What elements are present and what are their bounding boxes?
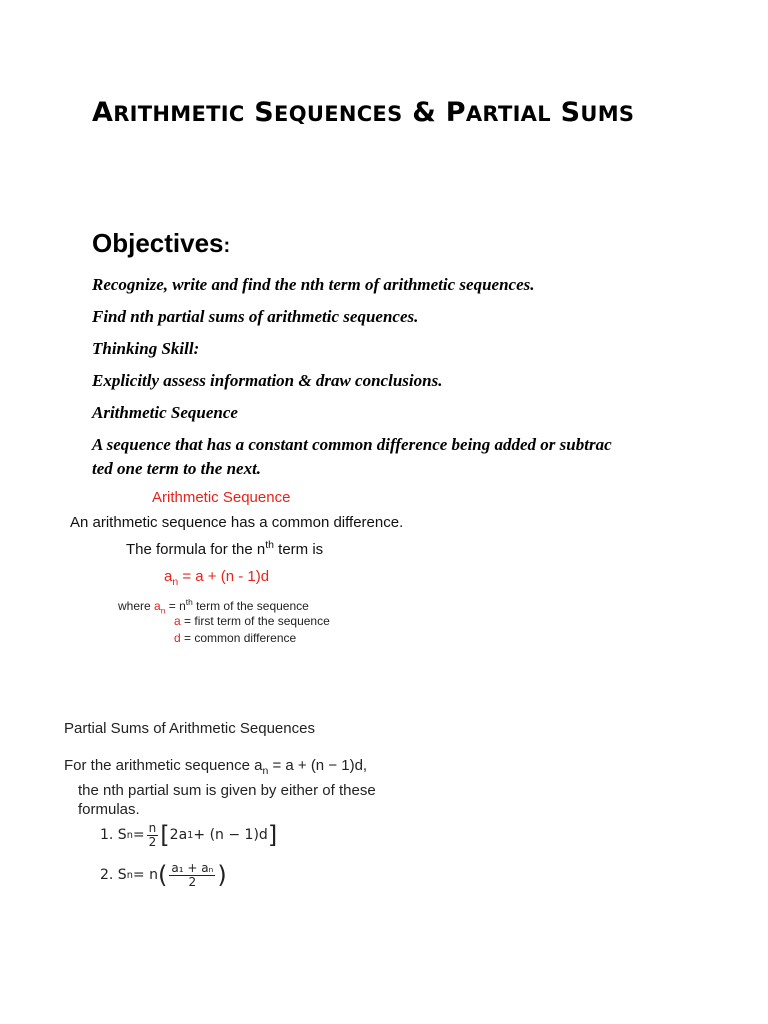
def1-eq: = n bbox=[165, 599, 186, 613]
title-capital: P bbox=[445, 97, 466, 128]
def1-sup: th bbox=[185, 597, 193, 607]
f1-label: 1. S bbox=[100, 827, 127, 843]
figure2-text2: the nth partial sum is given by either of these bbox=[78, 782, 376, 799]
f1-left-bracket: [ bbox=[160, 821, 170, 849]
f1-fraction bbox=[147, 822, 159, 849]
f2-fraction bbox=[169, 862, 215, 889]
figure1-line2-post: term is bbox=[274, 541, 324, 558]
partial-sum-formula-2 bbox=[100, 858, 227, 892]
figure2-text1: For the arithmetic sequence a bbox=[64, 757, 263, 774]
f1-eq: = bbox=[132, 827, 145, 843]
f2-label: 2. S bbox=[100, 867, 127, 883]
figure2-title: Partial Sums of Arithmetic Sequences bbox=[64, 720, 315, 737]
def2-text: = first term of the sequence bbox=[180, 614, 330, 628]
title-capital: S bbox=[254, 97, 275, 128]
thinking-skill-text: Explicitly assess information & draw conclusions. bbox=[92, 371, 443, 390]
objective-line-1: Recognize, write and find the nth term of arithmetic sequences. bbox=[92, 275, 535, 294]
def1-sub: n bbox=[160, 605, 166, 616]
formula-sub: n bbox=[172, 576, 179, 588]
def3-var: d bbox=[174, 631, 181, 645]
page-title bbox=[92, 98, 634, 128]
formula-a: a bbox=[164, 568, 173, 585]
definition-line-b: ted one term to the next. bbox=[92, 459, 262, 478]
f1-den: 2 bbox=[148, 834, 157, 849]
thinking-skill-heading: Thinking Skill: bbox=[92, 339, 200, 358]
definition-a bbox=[174, 614, 330, 628]
arithmetic-sequence-definition bbox=[92, 433, 692, 481]
title-smallcaps: ARTIAL bbox=[465, 102, 551, 126]
formula-rest: = a + (n - 1)d bbox=[178, 568, 270, 585]
f1-body: 2a bbox=[169, 827, 188, 843]
f1-sub: n bbox=[126, 829, 133, 841]
f2-num: a₁ + aₙ bbox=[171, 860, 214, 875]
figure1-line2-pre: The formula for the n bbox=[126, 541, 266, 558]
objective-line-2: Find nth partial sums of arithmetic sequences. bbox=[92, 307, 419, 326]
nth-term-formula bbox=[164, 568, 269, 588]
figure2-text1-sub: n bbox=[262, 765, 269, 777]
figure1-line2-sup: th bbox=[265, 539, 274, 551]
figure1-line2 bbox=[126, 539, 323, 558]
f2-den: 2 bbox=[188, 874, 197, 889]
def1-var: a bbox=[154, 599, 161, 613]
f2-right-paren: ) bbox=[217, 861, 227, 889]
title-capital: S bbox=[560, 97, 581, 128]
figure2-text bbox=[64, 756, 424, 819]
f2-eq: = n bbox=[132, 867, 158, 883]
f2-sub: n bbox=[126, 869, 133, 881]
definition-an bbox=[118, 597, 309, 615]
title-capital: & bbox=[412, 97, 437, 128]
objectives-heading-text: Objectives bbox=[92, 228, 224, 258]
figure2-text1-rest: = a + (n − 1)d, bbox=[268, 757, 368, 774]
def3-text: = common difference bbox=[180, 631, 297, 645]
arithmetic-sequence-figure bbox=[0, 484, 768, 654]
definition-line-a: A sequence that has a constant common difference being added or subtrac bbox=[92, 435, 612, 454]
figure1-line1: An arithmetic sequence has a common difference. bbox=[70, 514, 404, 531]
f1-right-bracket: ] bbox=[267, 821, 278, 849]
def2-var: a bbox=[174, 614, 181, 628]
f1-body-rest: + (n − 1)d bbox=[193, 827, 268, 843]
f2-left-paren: ( bbox=[157, 861, 168, 889]
f1-num: n bbox=[148, 820, 157, 835]
title-smallcaps: RITHMETIC bbox=[113, 102, 245, 126]
objectives-colon: : bbox=[223, 235, 231, 257]
objectives-heading bbox=[92, 228, 230, 259]
title-capital: A bbox=[92, 97, 114, 128]
partial-sums-figure bbox=[0, 716, 768, 896]
figure1-title: Arithmetic Sequence bbox=[152, 489, 291, 506]
title-smallcaps: EQUENCES bbox=[274, 102, 403, 126]
title-smallcaps: UMS bbox=[580, 102, 635, 126]
f1-body-sub: 1 bbox=[187, 829, 194, 841]
figure2-text3: formulas. bbox=[78, 801, 140, 818]
partial-sum-formula-1 bbox=[100, 818, 277, 852]
definition-d bbox=[174, 631, 296, 645]
arithmetic-sequence-heading: Arithmetic Sequence bbox=[92, 403, 238, 422]
where-label: where bbox=[118, 599, 155, 613]
def1-text: term of the sequence bbox=[192, 599, 309, 613]
